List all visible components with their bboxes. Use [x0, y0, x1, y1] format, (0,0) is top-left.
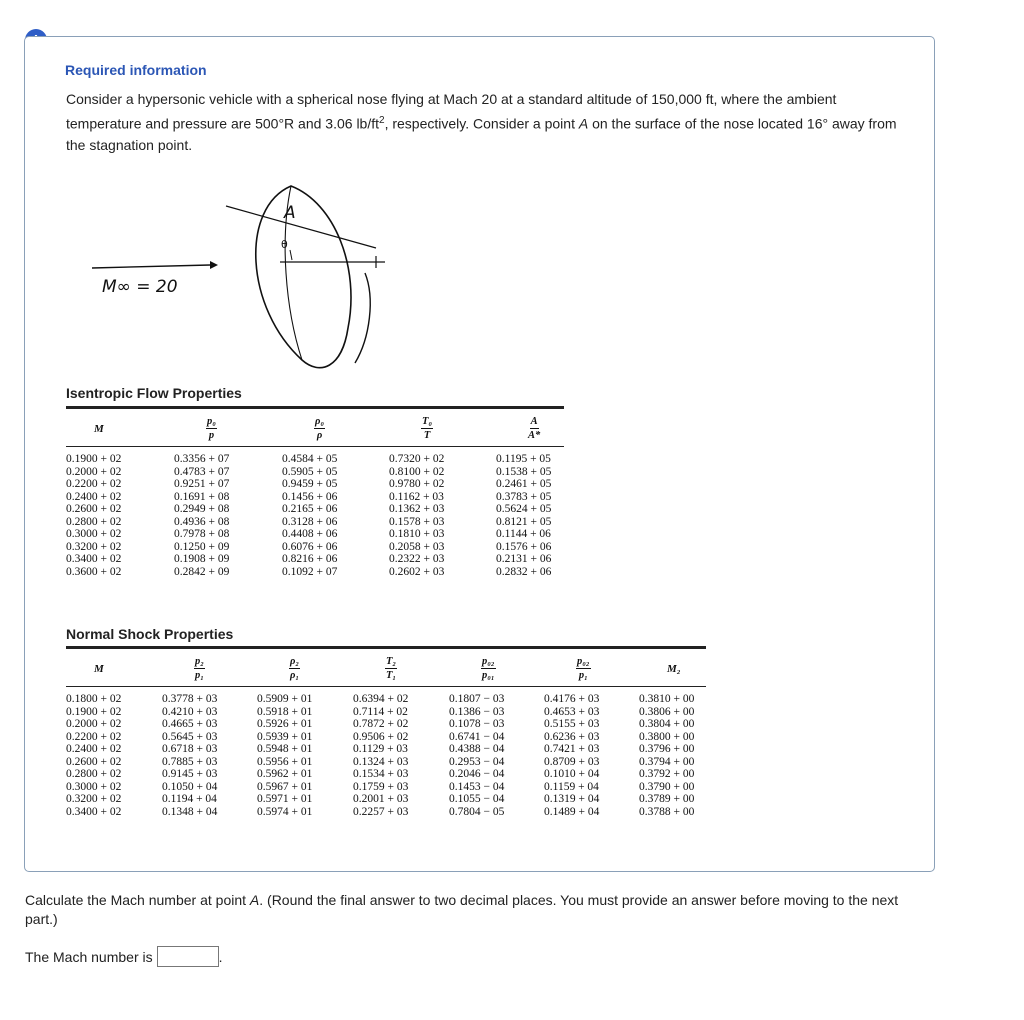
shock-header-numerator: p₀₂ [577, 656, 590, 667]
table-cell: 0.4936 + 08 [174, 515, 230, 528]
table-cell: 0.4388 − 04 [449, 743, 505, 755]
problem-superscript: 2 [379, 115, 385, 126]
table-cell: 0.1050 + 04 [162, 780, 218, 793]
table-cell: 0.2800 + 02 [66, 768, 122, 780]
table-cell: 0.2165 + 06 [282, 503, 338, 515]
nose-outline [256, 186, 351, 368]
table-cell: 0.1900 + 02 [66, 705, 122, 718]
table-cell: 0.6076 + 06 [282, 540, 338, 553]
table-cell: 0.2461 + 05 [496, 478, 552, 490]
table-cell: 0.8121 + 05 [496, 515, 552, 528]
shock-header-label: M [94, 662, 104, 675]
table-cell: 0.4783 + 07 [174, 465, 230, 478]
table-row [66, 447, 564, 466]
table-cell: 0.3778 + 03 [162, 693, 218, 705]
iso-header-4 [496, 408, 564, 447]
iso-header-fraction [421, 415, 433, 442]
table-cell: 0.1129 + 03 [353, 743, 408, 755]
table-cell: 0.2131 + 06 [496, 553, 552, 565]
shock-header-0 [66, 648, 162, 687]
iso-header-numerator: ρ₀ [315, 416, 325, 427]
table-cell: 0.8100 + 02 [389, 465, 445, 478]
question-text-1: Calculate the Mach number at point [25, 892, 250, 908]
question-text-2: . (Round the final answer to two decimal places. You must provide an answer before moving to the next part.) [25, 892, 899, 927]
iso-header-denominator: p [208, 430, 215, 441]
table-cell: 0.3788 + 00 [639, 805, 695, 818]
table-cell: 0.4210 + 03 [162, 705, 218, 718]
table-cell: 0.1324 + 03 [353, 755, 409, 768]
shock-header-3 [353, 648, 449, 687]
table-cell: 0.6718 + 03 [162, 743, 218, 755]
isentropic-flow-table [66, 406, 564, 578]
shock-header-denominator: T₁ [386, 670, 397, 681]
table-cell: 0.3000 + 02 [66, 780, 122, 793]
table-cell: 0.4653 + 03 [544, 705, 600, 718]
table-cell: 0.2400 + 02 [66, 490, 122, 503]
table-cell: 0.5956 + 01 [257, 755, 313, 768]
table-cell: 0.5971 + 01 [257, 793, 313, 805]
table-cell: 0.1250 + 09 [174, 540, 230, 553]
shock-header-denominator: ρ₁ [290, 670, 300, 681]
iso-header-denominator: ρ [316, 430, 323, 441]
shock-header-2 [257, 648, 353, 687]
iso-header-2 [282, 408, 389, 447]
table-cell: 0.3200 + 02 [66, 540, 122, 553]
table-row [66, 687, 706, 706]
table-cell: 0.1453 − 04 [449, 780, 505, 793]
table-cell: 0.2322 + 03 [389, 553, 445, 565]
table-cell: 0.3794 + 00 [639, 755, 695, 768]
table-cell: 0.7320 + 02 [389, 453, 445, 465]
iso-header-numerator: A [530, 416, 538, 427]
iso-header-denominator: A* [528, 430, 541, 441]
table-row [66, 528, 564, 541]
table-row [66, 541, 564, 554]
table-row [66, 756, 706, 769]
nose-edge-curve [355, 273, 370, 363]
table-cell: 0.1319 + 04 [544, 793, 600, 805]
table-cell: 0.3400 + 02 [66, 553, 122, 565]
shock-header-1 [162, 648, 257, 687]
table-cell: 0.3783 + 05 [496, 490, 552, 503]
nose-diagram [80, 178, 420, 378]
shock-header-fraction [289, 655, 300, 682]
table-cell: 0.3356 + 07 [174, 453, 230, 465]
iso-header-fraction [528, 415, 540, 442]
normal-shock-table-title: Normal Shock Properties [66, 626, 234, 642]
problem-statement [66, 89, 906, 156]
table-row [66, 503, 564, 516]
table-cell: 0.5939 + 01 [257, 730, 313, 743]
table-cell: 0.3200 + 02 [66, 793, 122, 805]
table-row [66, 768, 706, 781]
problem-text-3: on the surface of the nose located 16° away from the stagnation point. [66, 115, 897, 153]
table-cell: 0.1576 + 06 [496, 540, 552, 553]
table-cell: 0.2058 + 03 [389, 540, 445, 553]
iso-header-1 [174, 408, 282, 447]
table-cell: 0.2602 + 03 [389, 565, 445, 578]
table-cell: 0.4408 + 06 [282, 528, 338, 540]
table-cell: 0.5948 + 01 [257, 743, 313, 755]
shock-header-6 [639, 648, 706, 687]
table-cell: 0.3400 + 02 [66, 805, 122, 818]
table-cell: 0.1807 − 03 [449, 693, 505, 705]
table-cell: 0.3600 + 02 [66, 565, 122, 578]
table-cell: 0.3000 + 02 [66, 528, 122, 540]
table-row [66, 781, 706, 794]
table-cell: 0.2949 + 08 [174, 503, 230, 515]
table-cell: 0.9459 + 05 [282, 478, 338, 490]
table-cell: 0.1078 − 03 [449, 718, 505, 730]
shock-header-fraction [481, 655, 496, 682]
freestream-arrowhead [210, 261, 218, 269]
table-cell: 0.7872 + 02 [353, 718, 409, 730]
table-cell: 0.5624 + 05 [496, 503, 552, 515]
table-cell: 0.7804 − 05 [449, 805, 505, 818]
table-cell: 0.2800 + 02 [66, 515, 122, 528]
answer-suffix: . [218, 948, 223, 965]
table-row [66, 516, 564, 529]
problem-text-1: Consider a hypersonic vehicle with a spherical nose flying at Mach 20 at a standard altitude of 150,000 ft, where the ambient temperature and pressure are 500°R and 3.06 lb/ft [66, 91, 837, 132]
table-row [66, 806, 706, 819]
table-row [66, 706, 706, 719]
shock-header-denominator: p₁ [578, 670, 588, 681]
table-cell: 0.7885 + 03 [162, 755, 218, 768]
table-row [66, 553, 564, 566]
table-cell: 0.1092 + 07 [282, 565, 338, 578]
freestream-label: M∞ = 20 [102, 277, 178, 297]
table-cell: 0.2400 + 02 [66, 743, 122, 755]
answer-label: The Mach number is [25, 948, 153, 965]
table-cell: 0.5967 + 01 [257, 780, 313, 793]
table-cell: 0.6236 + 03 [544, 730, 600, 743]
table-cell: 0.1489 + 04 [544, 805, 600, 818]
panel-title: Required information [65, 62, 207, 78]
answer-row [25, 946, 223, 967]
table-cell: 0.1900 + 02 [66, 453, 122, 465]
question-text [25, 891, 925, 929]
table-cell: 0.1759 + 03 [353, 780, 409, 793]
shock-header-numerator: ρ₂ [290, 656, 300, 667]
table-cell: 0.2200 + 02 [66, 478, 122, 490]
table-cell: 0.2600 + 02 [66, 755, 122, 768]
table-cell: 0.1810 + 03 [389, 528, 445, 540]
table-row [66, 793, 706, 806]
table-cell: 0.9506 + 02 [353, 730, 409, 743]
iso-header-denominator: T [423, 430, 431, 441]
table-cell: 0.3806 + 00 [639, 705, 695, 718]
table-cell: 0.6394 + 02 [353, 693, 409, 705]
table-cell: 0.1386 − 03 [449, 705, 505, 718]
table-cell: 0.3789 + 00 [639, 793, 695, 805]
table-cell: 0.2257 + 03 [353, 805, 409, 818]
table-cell: 0.1691 + 08 [174, 490, 230, 503]
table-cell: 0.5645 + 03 [162, 730, 218, 743]
table-cell: 0.5918 + 01 [257, 705, 313, 718]
point-a-label: A [284, 203, 296, 223]
table-cell: 0.1578 + 03 [389, 515, 445, 528]
table-row [66, 743, 706, 756]
table-cell: 0.2000 + 02 [66, 465, 122, 478]
problem-point-label: A [578, 115, 589, 132]
table-cell: 0.1534 + 03 [353, 768, 409, 780]
freestream-arrow [92, 265, 210, 268]
table-cell: 0.3796 + 00 [639, 743, 695, 755]
table-row [66, 718, 706, 731]
table-cell: 0.5926 + 01 [257, 718, 313, 730]
table-cell: 0.2953 − 04 [449, 755, 505, 768]
table-cell: 0.1362 + 03 [389, 503, 445, 515]
table-cell: 0.9780 + 02 [389, 478, 445, 490]
table-cell: 0.8216 + 06 [282, 553, 338, 565]
normal-shock-table [66, 646, 706, 818]
table-cell: 0.6741 − 04 [449, 730, 505, 743]
table-cell: 0.1456 + 06 [282, 490, 338, 503]
table-cell: 0.1908 + 09 [174, 553, 230, 565]
isentropic-table-title: Isentropic Flow Properties [66, 385, 242, 401]
shock-header-4 [449, 648, 544, 687]
table-row [66, 478, 564, 491]
table-row [66, 491, 564, 504]
table-cell: 0.5962 + 01 [257, 768, 313, 780]
shock-header-fraction [576, 655, 591, 682]
table-cell: 0.5974 + 01 [257, 805, 313, 818]
table-cell: 0.1159 + 04 [544, 780, 599, 793]
shock-header-fraction [385, 655, 397, 682]
radial-line [226, 206, 376, 248]
question-point-label: A [249, 892, 260, 908]
iso-header-fraction [314, 415, 325, 442]
table-cell: 0.2600 + 02 [66, 503, 122, 515]
table-cell: 0.2842 + 09 [174, 565, 230, 578]
table-row [66, 566, 564, 579]
table-cell: 0.5905 + 05 [282, 465, 338, 478]
iso-header-3 [389, 408, 496, 447]
table-cell: 0.3128 + 06 [282, 515, 338, 528]
table-cell: 0.5909 + 01 [257, 693, 313, 705]
table-cell: 0.1055 − 04 [449, 793, 505, 805]
table-cell: 0.7421 + 03 [544, 743, 600, 755]
table-cell: 0.3800 + 00 [639, 730, 695, 743]
shock-header-numerator: p₂ [195, 656, 204, 667]
table-cell: 0.7114 + 02 [353, 705, 408, 718]
table-cell: 0.1800 + 02 [66, 693, 122, 705]
table-cell: 0.2001 + 03 [353, 793, 409, 805]
table-cell: 0.4176 + 03 [544, 693, 600, 705]
iso-header-numerator: p₀ [207, 416, 216, 427]
table-cell: 0.1194 + 04 [162, 793, 217, 805]
shock-header-denominator: p₀₁ [482, 670, 495, 681]
table-cell: 0.3804 + 00 [639, 718, 695, 730]
iso-header-numerator: T₀ [422, 416, 433, 427]
table-cell: 0.1195 + 05 [496, 453, 551, 465]
iso-header-label: M [94, 422, 104, 435]
table-cell: 0.4584 + 05 [282, 453, 338, 465]
shock-header-numerator: p₀₂ [482, 656, 495, 667]
table-cell: 0.7978 + 08 [174, 528, 230, 540]
table-cell: 0.3790 + 00 [639, 780, 695, 793]
table-cell: 0.4665 + 03 [162, 718, 218, 730]
table-cell: 0.1010 + 04 [544, 768, 600, 780]
table-cell: 0.3810 + 00 [639, 693, 695, 705]
shock-header-numerator: T₂ [386, 656, 397, 667]
table-cell: 0.1538 + 05 [496, 465, 552, 478]
shock-header-fraction [194, 655, 205, 682]
shock-header-5 [544, 648, 639, 687]
angle-arc [290, 250, 292, 260]
table-cell: 0.2200 + 02 [66, 730, 122, 743]
table-row [66, 466, 564, 479]
table-cell: 0.8709 + 03 [544, 755, 600, 768]
table-cell: 0.5155 + 03 [544, 718, 600, 730]
table-cell: 0.1162 + 03 [389, 490, 444, 503]
table-cell: 0.2046 − 04 [449, 768, 505, 780]
mach-number-input[interactable] [157, 946, 219, 967]
problem-text-2: , respectively. Consider a point [384, 115, 579, 132]
table-cell: 0.2832 + 06 [496, 565, 552, 578]
table-cell: 0.9251 + 07 [174, 478, 230, 490]
iso-header-fraction [206, 415, 217, 442]
shock-header-label: M₂ [667, 662, 681, 675]
iso-header-0 [66, 408, 174, 447]
shock-header-denominator: p₁ [195, 670, 204, 681]
table-cell: 0.2000 + 02 [66, 718, 122, 730]
table-row [66, 731, 706, 744]
table-cell: 0.1348 + 04 [162, 805, 218, 818]
angle-theta-label: θ [281, 238, 288, 251]
table-cell: 0.9145 + 03 [162, 768, 218, 780]
table-cell: 0.3792 + 00 [639, 768, 695, 780]
table-cell: 0.1144 + 06 [496, 528, 551, 540]
